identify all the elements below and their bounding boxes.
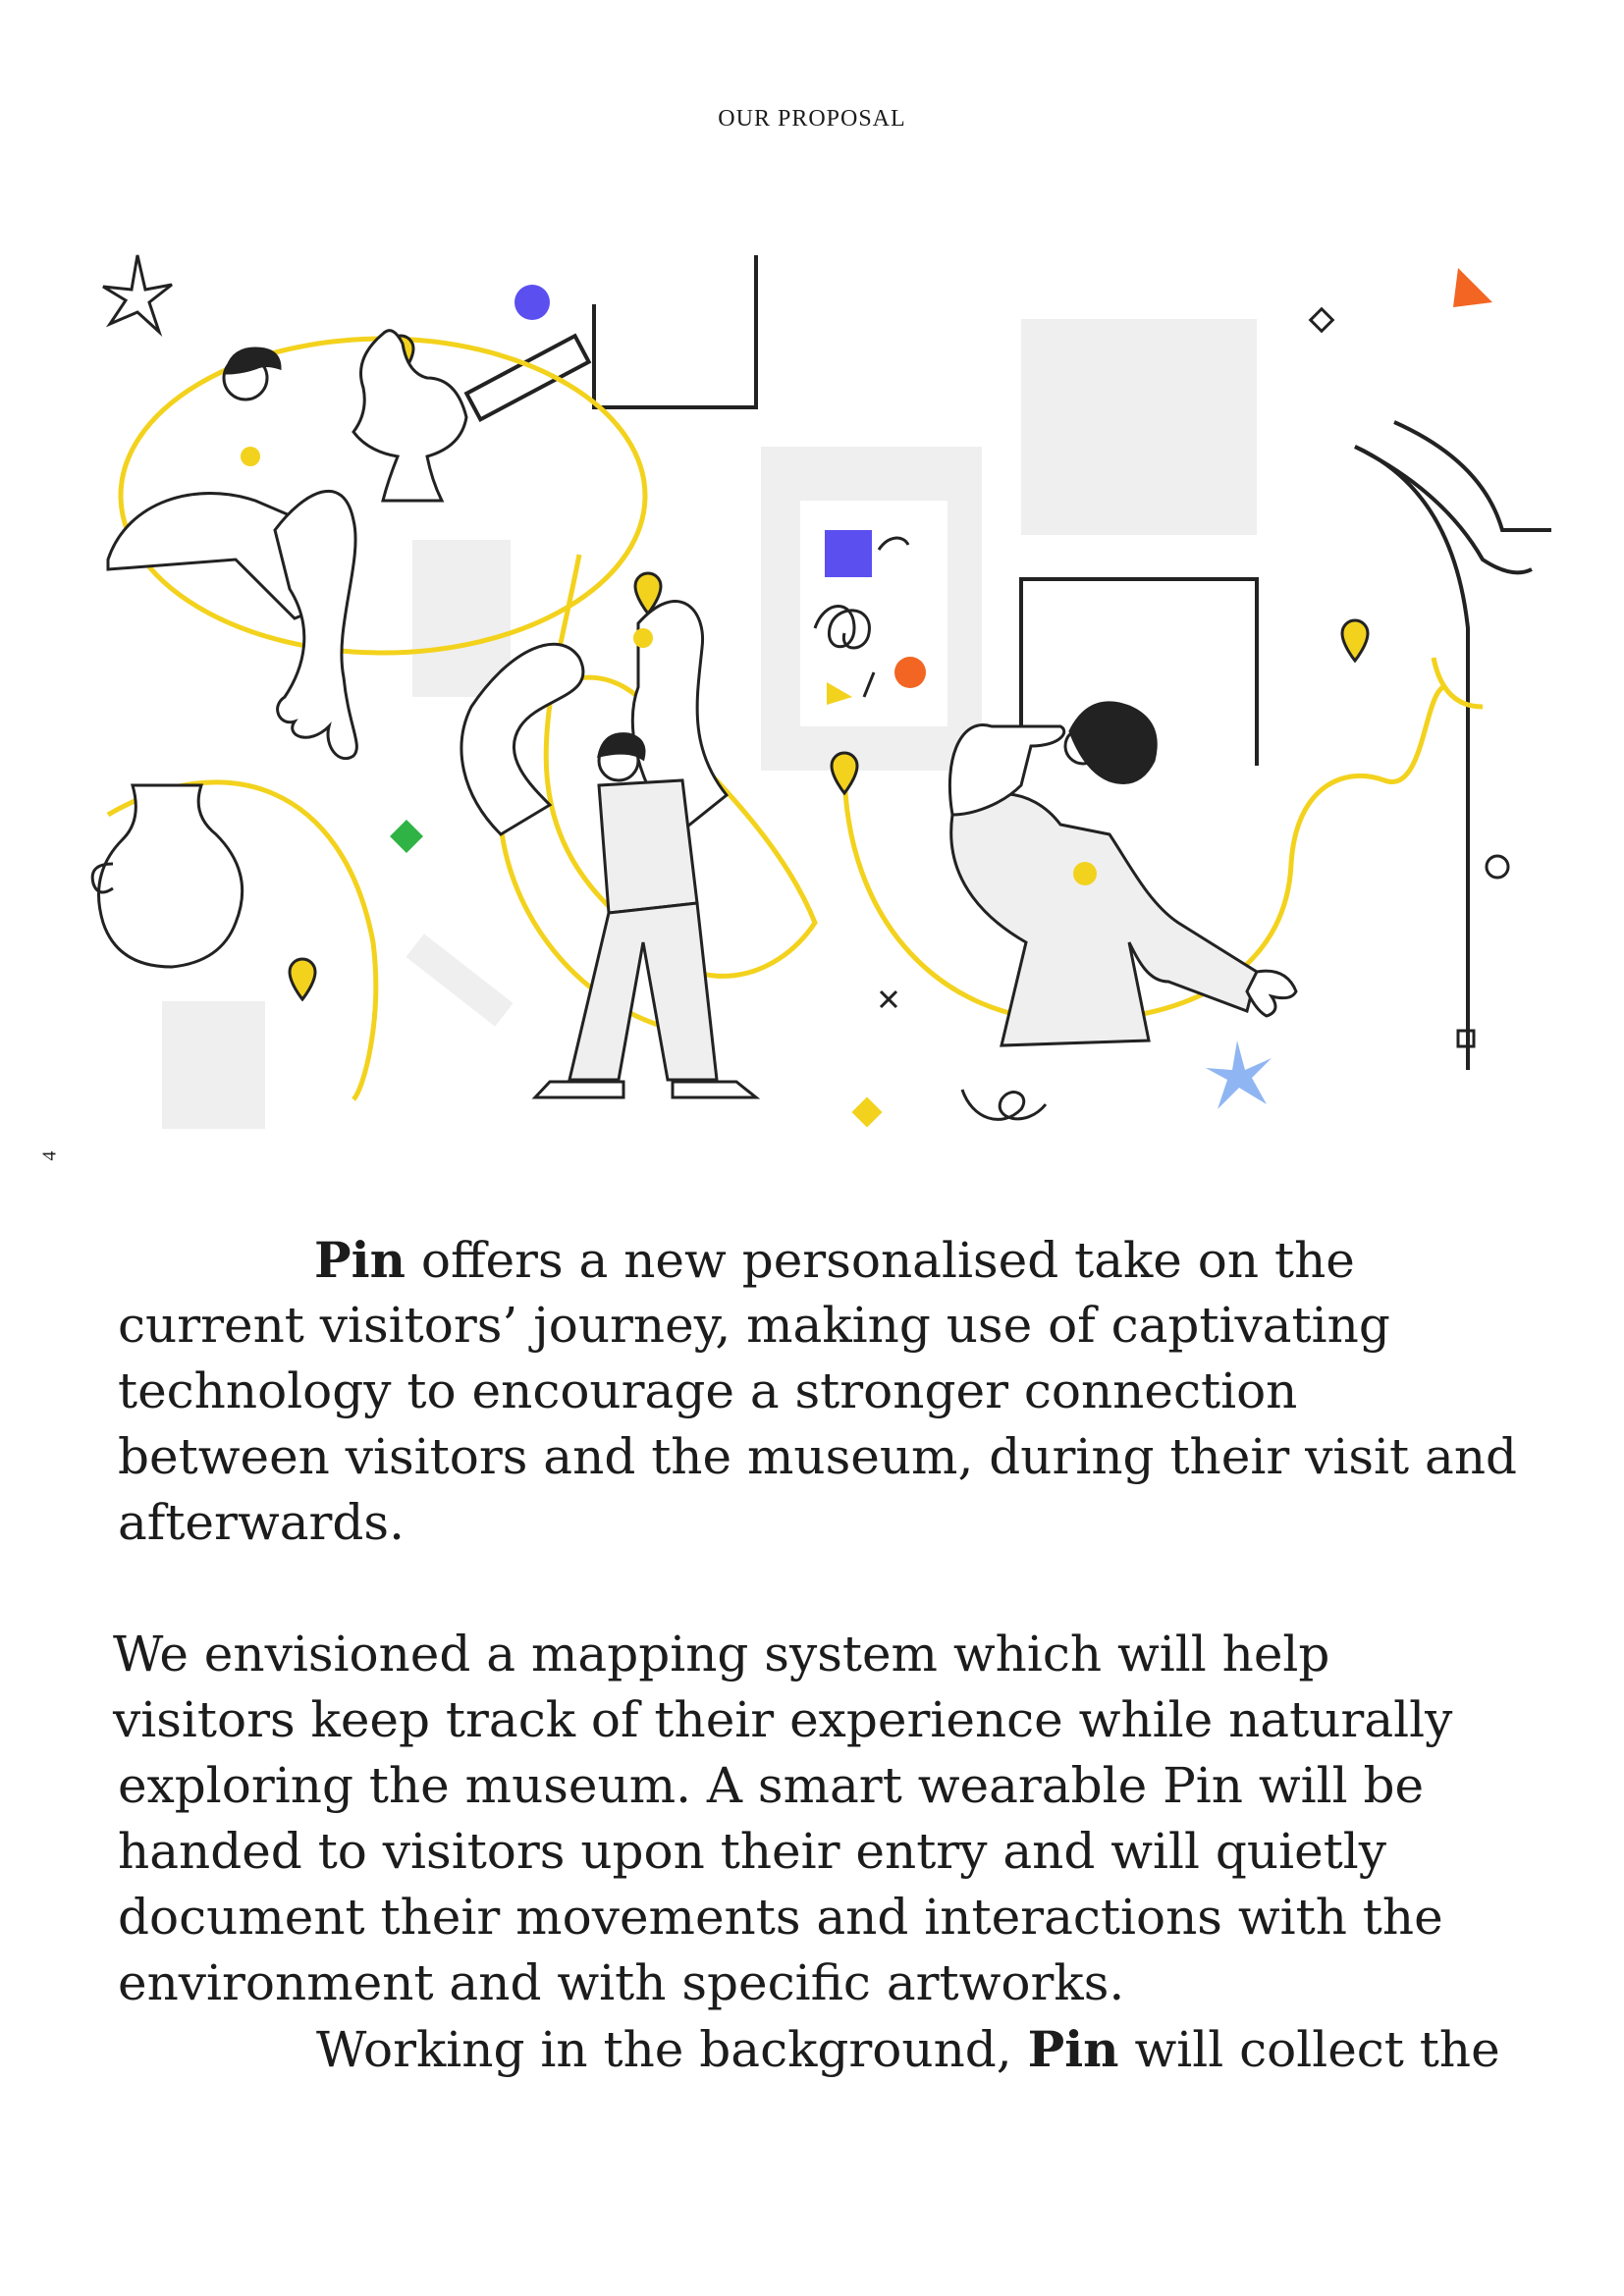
person-right xyxy=(949,703,1296,1045)
paragraph1-line-5: afterwards. xyxy=(118,1494,405,1551)
pedestal xyxy=(412,540,511,697)
page-number: 4 xyxy=(38,1150,61,1161)
squiggle-2 xyxy=(962,1090,1046,1119)
frame-1 xyxy=(594,255,756,407)
paragraph2-line-2: visitors keep track of their experience while naturally xyxy=(113,1691,1453,1748)
paragraph1-line-3: technology to encourage a stronger connection xyxy=(118,1362,1298,1419)
pin-icon-5 xyxy=(290,959,315,999)
museum-illustration xyxy=(88,236,1551,1148)
road-curve-1 xyxy=(1355,447,1468,1070)
pin-icon-3 xyxy=(832,753,857,793)
pin-bold-text: Pin xyxy=(314,1231,406,1289)
outline-circle xyxy=(1487,856,1508,878)
gray-panel-1 xyxy=(1021,319,1257,535)
outline-diamond xyxy=(1311,309,1333,332)
orange-dot xyxy=(894,657,926,688)
road-curve-3 xyxy=(1394,422,1551,530)
green-diamond xyxy=(390,820,423,853)
frame-tilted xyxy=(466,336,588,419)
paragraph1-line-4: between visitors and the museum, during their visit and xyxy=(118,1428,1518,1485)
page-header: OUR PROPOSAL xyxy=(718,106,906,132)
gray-panel-4 xyxy=(162,1001,265,1129)
cross-mark xyxy=(881,991,896,1007)
paragraph2-line-3: exploring the museum. A smart wearable Pin will be xyxy=(118,1757,1425,1814)
blue-dot xyxy=(514,285,550,320)
star-outline-icon xyxy=(103,255,172,332)
paragraph3-end: will collect the xyxy=(1118,2021,1500,2078)
pin-bold-text-2: Pin xyxy=(1027,2020,1119,2078)
pin-icon-4 xyxy=(1342,620,1368,661)
paragraph1-line-1 xyxy=(314,1227,1355,1294)
blue-square xyxy=(825,530,872,577)
paragraph3-line-1 xyxy=(316,2016,1500,2083)
person-top-left xyxy=(108,348,356,759)
paragraph1-line-1-text: offers a new personalised take on the xyxy=(405,1232,1355,1289)
paragraph2-line-6: environment and with specific artworks. xyxy=(118,1954,1125,2011)
gray-bar xyxy=(406,934,513,1026)
path-loop-5 xyxy=(1434,658,1483,707)
sparkle-blue-icon xyxy=(1206,1041,1272,1109)
orange-triangle xyxy=(1453,268,1492,307)
yellow-diamond xyxy=(851,1096,882,1127)
paragraph2-line-4: handed to visitors upon their entry and will quietly xyxy=(118,1823,1387,1880)
paragraph3-start: Working in the background, xyxy=(316,2021,1028,2078)
paragraph1-line-2: current visitors’ journey, making use of captivating xyxy=(118,1297,1390,1354)
road-curve-2 xyxy=(1355,447,1532,572)
paragraph2-line-1: We envisioned a mapping system which will help xyxy=(113,1626,1330,1682)
paragraph2-line-5: document their movements and interactions with the xyxy=(118,1889,1443,1946)
